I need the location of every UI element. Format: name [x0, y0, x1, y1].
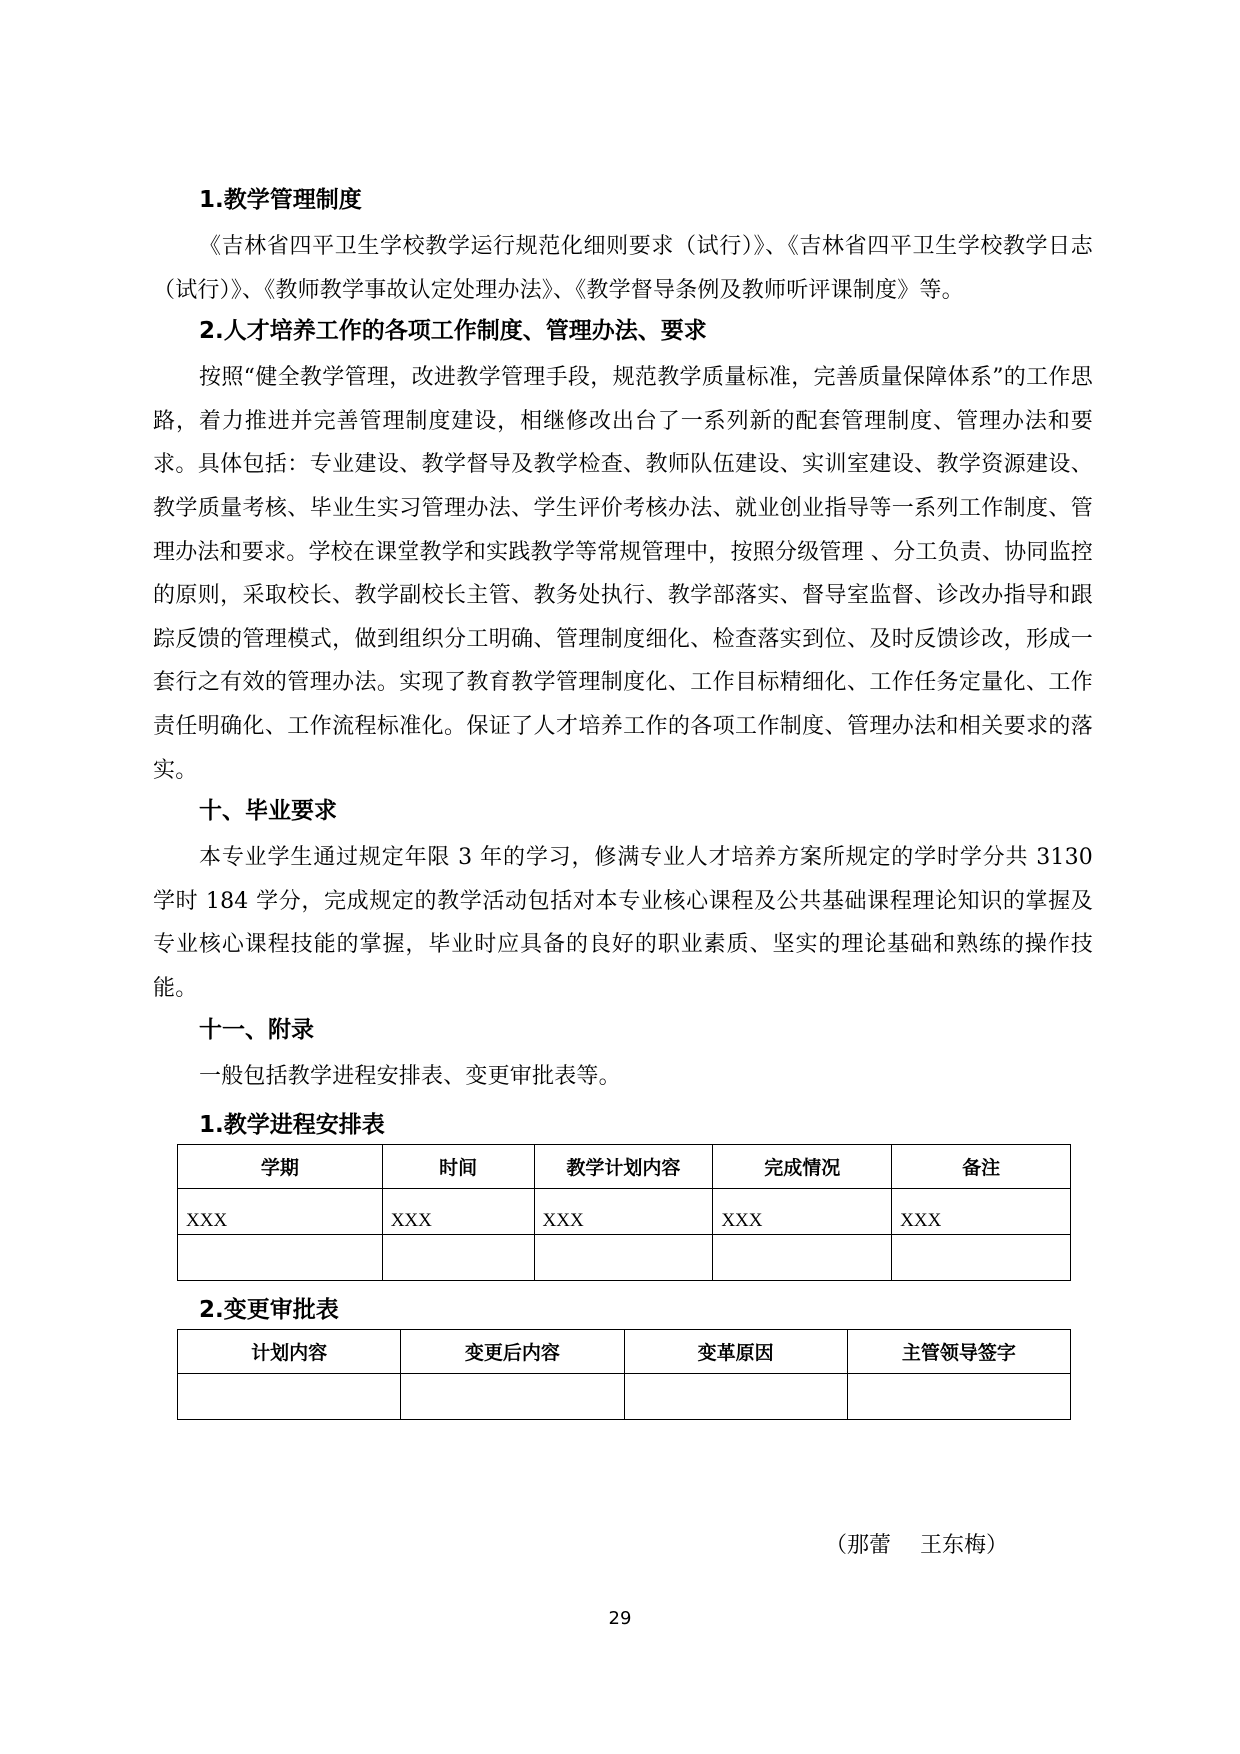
- table-row: [178, 1189, 1071, 1235]
- heading-graduation-requirements: 十、毕业要求: [199, 798, 337, 825]
- heading-training-systems: 2.人才培养工作的各项工作制度、管理办法、要求: [199, 318, 707, 345]
- schedule-table: [177, 1144, 1071, 1281]
- document-body: [153, 185, 1093, 1420]
- header-cell: 计划内容: [178, 1330, 401, 1374]
- table-cell: [847, 1374, 1070, 1420]
- paragraph-teaching-rules: 《吉林省四平卫生学校教学运行规范化细则要求（试行）》、《吉林省四平卫生学校教学日志（试行）》、《教师教学事故认定处理办法》、《教学督导条例及教师听评课制度》等。: [153, 234, 1093, 303]
- table-header-row: [178, 1330, 1071, 1374]
- table-row: [178, 1235, 1071, 1281]
- header-cell: 完成情况: [713, 1145, 892, 1189]
- table-cell: XXX: [892, 1189, 1071, 1235]
- header-cell: 变革原因: [624, 1330, 847, 1374]
- table-header-row: [178, 1145, 1071, 1189]
- heading-teaching-management: 1.教学管理制度: [199, 187, 362, 213]
- table-cell: [178, 1235, 383, 1281]
- table-cell: XXX: [713, 1189, 892, 1235]
- table-cell: XXX: [382, 1189, 534, 1235]
- header-cell: 学期: [178, 1145, 383, 1189]
- table-cell: [178, 1374, 401, 1420]
- table2-title: 2.变更审批表: [199, 1297, 339, 1324]
- heading-appendix: 十一、附录: [199, 1016, 314, 1043]
- table-cell: XXX: [178, 1189, 383, 1235]
- table1-title: 1.教学进程安排表: [199, 1112, 385, 1139]
- header-cell: 备注: [892, 1145, 1071, 1189]
- header-cell: 时间: [382, 1145, 534, 1189]
- table-cell: [892, 1235, 1071, 1281]
- paragraph-training-systems: 按照“健全教学管理，改进教学管理手段，规范教学质量标准，完善质量保障体系”的工作思路，着力推进并完善管理制度建设，相继修改出台了一系列新的配套管理制度、管理办法和要求。具体包括：专业建设、教学督导及教学检查、教师队伍建设、实训室建设、教学资源建设、教学质量考核、毕业生实习管理办法、学生评价考核办法、就业创业指导等一系列工作制度、管理办法和要求。学校在课堂教学和实践教学等常规管理中，按照分级管理 、分工负责、协同监控的原则，采取校长、教学副校长主管、教务处执行、教学部落实、督导室监督、诊改办指导和跟踪反馈的管理模式，做到组织分工明确、管理制度细化、检查落实到位、及时反馈诊改，形成一套行之有效的管理办法。实现了教育教学管理制度化、工作目标精细化、工作任务定量化、工作责任明确化、工作流程标准化。保证了人才培养工作的各项工作制度、管理办法和相关要求的落实。: [153, 365, 1093, 783]
- author-signature: （那蕾 王东梅）: [825, 1533, 1008, 1558]
- table-cell: [713, 1235, 892, 1281]
- table-cell: [624, 1374, 847, 1420]
- paragraph-appendix: 一般包括教学进程安排表、变更审批表等。: [199, 1063, 621, 1089]
- header-cell: 教学计划内容: [534, 1145, 713, 1189]
- change-approval-table: [177, 1329, 1071, 1420]
- table-row: [178, 1374, 1071, 1420]
- header-cell: 变更后内容: [401, 1330, 624, 1374]
- paragraph-graduation-requirements: 本专业学生通过规定年限 3 年的学习，修满专业人才培养方案所规定的学时学分共 3130 学时 184 学分，完成规定的教学活动包括对本专业核心课程及公共基础课程理论知识的掌握及专业核心课程技能的掌握，毕业时应具备的良好的职业素质、坚实的理论基础和熟练的操作技能。: [153, 845, 1093, 1001]
- table-cell: XXX: [534, 1189, 713, 1235]
- table-cell: [382, 1235, 534, 1281]
- table-cell: [534, 1235, 713, 1281]
- page-number: 29: [608, 1608, 632, 1629]
- header-cell: 主管领导签字: [847, 1330, 1070, 1374]
- table-cell: [401, 1374, 624, 1420]
